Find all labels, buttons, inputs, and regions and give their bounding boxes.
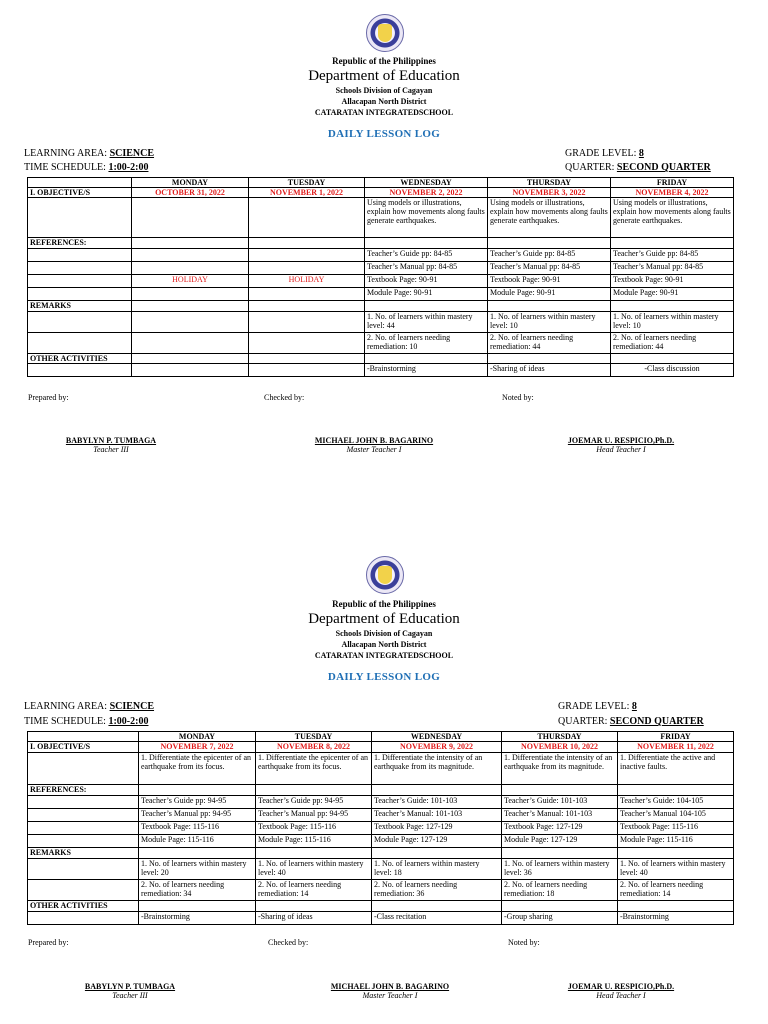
ref-cell: Module Page: 115-116 bbox=[256, 835, 372, 848]
ref-cell: Textbook Page: 115-116 bbox=[139, 822, 256, 835]
objective-cell: Using models or illustrations, explain how movements along faults generate earthquakes. bbox=[488, 198, 611, 238]
mastery-cell: 1. No. of learners within mastery level: 10 bbox=[611, 312, 734, 333]
corner-cell bbox=[28, 178, 132, 188]
ref-cell: Textbook Page: 127-129 bbox=[502, 822, 618, 835]
republic-label: Republic of the Philippines bbox=[332, 599, 436, 609]
day-header: THURSDAY bbox=[502, 732, 618, 742]
ref-cell: Teacher’s Guide: 104-105 bbox=[618, 796, 734, 809]
date-cell: NOVEMBER 2, 2022 bbox=[365, 188, 488, 198]
day-header: TUESDAY bbox=[249, 178, 365, 188]
log-title: DAILY LESSON LOG bbox=[327, 671, 441, 683]
day-header: WEDNESDAY bbox=[365, 178, 488, 188]
holiday-label: HOLIDAY bbox=[132, 275, 249, 288]
grade-level: GRADE LEVEL: 8 bbox=[558, 701, 637, 712]
ref-cell: Teacher’s Manual pp: 84-85 bbox=[611, 262, 734, 275]
remediation-cell: 2. No. of learners needing remediation: 44 bbox=[611, 333, 734, 354]
ref-cell: Textbook Page: 115-116 bbox=[618, 822, 734, 835]
ref-cell: Module Page: 90-91 bbox=[611, 288, 734, 301]
corner-cell bbox=[28, 732, 139, 742]
section-references: REFERENCES: bbox=[28, 785, 139, 796]
republic-label: Republic of the Philippines bbox=[332, 56, 436, 66]
grade-level: GRADE LEVEL: 8 bbox=[565, 148, 644, 159]
prepared-by-label: Prepared by: bbox=[28, 393, 69, 402]
activity-cell: -Class recitation bbox=[372, 912, 502, 925]
date-cell: NOVEMBER 11, 2022 bbox=[618, 742, 734, 753]
mastery-cell: 1. No. of learners within mastery level: 40 bbox=[256, 859, 372, 880]
ref-cell: Textbook Page: 90-91 bbox=[365, 275, 488, 288]
division-label: Schools Division of Cagayan bbox=[335, 629, 433, 638]
teacher-name: BABYLYN P. TUMBAGA bbox=[65, 436, 157, 445]
remediation-cell: 2. No. of learners needing remediation: 34 bbox=[139, 880, 256, 901]
objective-cell: 1. Differentiate the epicenter of an earthquake from its focus. bbox=[256, 753, 372, 785]
ref-cell: Teacher’s Manual pp: 94-95 bbox=[139, 809, 256, 822]
objective-cell: Using models or illustrations, explain how movements along faults generate earthquakes. bbox=[365, 198, 488, 238]
master-teacher-position: Master Teacher I bbox=[362, 991, 418, 1000]
ref-cell: Textbook Page: 127-129 bbox=[372, 822, 502, 835]
checked-by-label: Checked by: bbox=[268, 938, 309, 947]
lesson-log-table-2 bbox=[27, 731, 734, 925]
day-header: THURSDAY bbox=[488, 178, 611, 188]
ref-cell: Module Page: 115-116 bbox=[139, 835, 256, 848]
ref-cell: Teacher’s Manual pp: 84-85 bbox=[365, 262, 488, 275]
prepared-by-label: Prepared by: bbox=[28, 938, 69, 947]
objective-cell: 1. Differentiate the intensity of an earthquake from its magnitude. bbox=[372, 753, 502, 785]
date-cell: OCTOBER 31, 2022 bbox=[132, 188, 249, 198]
school-label: CATARATAN INTEGRATEDSCHOOL bbox=[314, 108, 454, 117]
ref-cell: Teacher’s Guide pp: 84-85 bbox=[365, 249, 488, 262]
ref-cell: Teacher’s Guide: 101-103 bbox=[502, 796, 618, 809]
checked-by-label: Checked by: bbox=[264, 393, 305, 402]
date-cell: NOVEMBER 10, 2022 bbox=[502, 742, 618, 753]
master-teacher-signature bbox=[314, 982, 466, 1000]
activity-cell: -Class discussion bbox=[611, 364, 734, 377]
ref-cell: Module Page: 127-129 bbox=[502, 835, 618, 848]
ref-cell: Teacher’s Manual 104-105 bbox=[618, 809, 734, 822]
day-header: FRIDAY bbox=[611, 178, 734, 188]
teacher-signature bbox=[75, 982, 185, 1000]
date-cell: NOVEMBER 8, 2022 bbox=[256, 742, 372, 753]
mastery-cell: 1. No. of learners within mastery level: 40 bbox=[618, 859, 734, 880]
quarter: QUARTER: SECOND QUARTER bbox=[558, 716, 704, 727]
time-schedule: TIME SCHEDULE: 1:00-2:00 bbox=[24, 162, 149, 173]
day-header: MONDAY bbox=[132, 178, 249, 188]
ref-cell: Teacher’s Manual: 101-103 bbox=[502, 809, 618, 822]
holiday-label: HOLIDAY bbox=[249, 275, 365, 288]
head-teacher-signature bbox=[556, 982, 686, 1000]
ref-cell: Teacher’s Guide pp: 84-85 bbox=[611, 249, 734, 262]
remediation-cell: 2. No. of learners needing remediation: 18 bbox=[502, 880, 618, 901]
mastery-cell: 1. No. of learners within mastery level: 36 bbox=[502, 859, 618, 880]
ref-cell: Module Page: 90-91 bbox=[365, 288, 488, 301]
ref-cell: Teacher’s Manual pp: 94-95 bbox=[256, 809, 372, 822]
noted-by-label: Noted by: bbox=[508, 938, 540, 947]
division-label: Schools Division of Cagayan bbox=[335, 86, 433, 95]
ref-cell: Module Page: 115-116 bbox=[618, 835, 734, 848]
day-header: TUESDAY bbox=[256, 732, 372, 742]
ref-cell: Teacher’s Guide pp: 94-95 bbox=[256, 796, 372, 809]
lesson-log-table-1 bbox=[27, 177, 734, 377]
remediation-cell: 2. No. of learners needing remediation: 14 bbox=[256, 880, 372, 901]
date-cell: NOVEMBER 4, 2022 bbox=[611, 188, 734, 198]
teacher-name: BABYLYN P. TUMBAGA bbox=[84, 982, 176, 991]
ref-cell: Teacher’s Manual: 101-103 bbox=[372, 809, 502, 822]
ref-cell: Textbook Page: 115-116 bbox=[256, 822, 372, 835]
section-other-activities: OTHER ACTIVITIES bbox=[28, 901, 139, 912]
district-label: Allacapan North District bbox=[341, 640, 427, 649]
teacher-position: Teacher III bbox=[112, 991, 148, 1000]
activity-cell: -Group sharing bbox=[502, 912, 618, 925]
objective-cell: 1. Differentiate the active and inactive faults. bbox=[618, 753, 734, 785]
department-title: Department of Education bbox=[308, 611, 460, 627]
section-remarks: REMARKS bbox=[28, 301, 132, 312]
head-teacher-signature bbox=[556, 436, 686, 454]
objective-cell: 1. Differentiate the intensity of an earthquake from its magnitude. bbox=[502, 753, 618, 785]
ref-cell: Module Page: 127-129 bbox=[372, 835, 502, 848]
section-references: REFERENCES: bbox=[28, 238, 132, 249]
learning-area: LEARNING AREA: SCIENCE bbox=[24, 701, 155, 712]
date-cell: NOVEMBER 9, 2022 bbox=[372, 742, 502, 753]
mastery-cell: 1. No. of learners within mastery level: 10 bbox=[488, 312, 611, 333]
day-header: FRIDAY bbox=[618, 732, 734, 742]
head-teacher-name: JOEMAR U. RESPICIO,Ph.D. bbox=[567, 982, 675, 991]
log-title: DAILY LESSON LOG bbox=[327, 128, 441, 140]
activity-cell: -Brainstorming bbox=[365, 364, 488, 377]
remediation-cell: 2. No. of learners needing remediation: 14 bbox=[618, 880, 734, 901]
ref-cell: Textbook Page: 90-91 bbox=[611, 275, 734, 288]
head-teacher-position: Head Teacher I bbox=[596, 991, 646, 1000]
head-teacher-name: JOEMAR U. RESPICIO,Ph.D. bbox=[567, 436, 675, 445]
master-teacher-position: Master Teacher I bbox=[346, 445, 402, 454]
teacher-signature bbox=[56, 436, 166, 454]
school-label: CATARATAN INTEGRATEDSCHOOL bbox=[314, 651, 454, 660]
department-title: Department of Education bbox=[308, 68, 460, 84]
activity-cell: -Brainstorming bbox=[139, 912, 256, 925]
master-teacher-name: MICHAEL JOHN B. BAGARINO bbox=[314, 436, 434, 445]
section-remarks: REMARKS bbox=[28, 848, 139, 859]
head-teacher-position: Head Teacher I bbox=[596, 445, 646, 454]
ref-cell: Teacher’s Manual pp: 84-85 bbox=[488, 262, 611, 275]
section-other-activities: OTHER ACTIVITIES bbox=[28, 354, 132, 364]
mastery-cell: 1. No. of learners within mastery level: 44 bbox=[365, 312, 488, 333]
ref-cell: Teacher’s Guide pp: 84-85 bbox=[488, 249, 611, 262]
date-cell: NOVEMBER 3, 2022 bbox=[488, 188, 611, 198]
activity-cell: -Sharing of ideas bbox=[488, 364, 611, 377]
teacher-position: Teacher III bbox=[93, 445, 129, 454]
activity-cell: -Brainstorming bbox=[618, 912, 734, 925]
activity-cell: -Sharing of ideas bbox=[256, 912, 372, 925]
master-teacher-signature bbox=[298, 436, 450, 454]
day-header: MONDAY bbox=[139, 732, 256, 742]
day-header: WEDNESDAY bbox=[372, 732, 502, 742]
district-label: Allacapan North District bbox=[341, 97, 427, 106]
section-objectives: I. OBJECTIVE/S bbox=[28, 742, 139, 753]
mastery-cell: 1. No. of learners within mastery level: 18 bbox=[372, 859, 502, 880]
date-cell: NOVEMBER 1, 2022 bbox=[249, 188, 365, 198]
deped-seal-icon bbox=[366, 556, 404, 594]
ref-cell: Module Page: 90-91 bbox=[488, 288, 611, 301]
date-cell: NOVEMBER 7, 2022 bbox=[139, 742, 256, 753]
section-objectives: I. OBJECTIVE/S bbox=[28, 188, 132, 198]
time-schedule: TIME SCHEDULE: 1:00-2:00 bbox=[24, 716, 149, 727]
learning-area: LEARNING AREA: SCIENCE bbox=[24, 148, 155, 159]
quarter: QUARTER: SECOND QUARTER bbox=[565, 162, 711, 173]
master-teacher-name: MICHAEL JOHN B. BAGARINO bbox=[330, 982, 450, 991]
deped-seal-icon bbox=[366, 14, 404, 52]
remediation-cell: 2. No. of learners needing remediation: 44 bbox=[488, 333, 611, 354]
remediation-cell: 2. No. of learners needing remediation: 36 bbox=[372, 880, 502, 901]
ref-cell: Textbook Page: 90-91 bbox=[488, 275, 611, 288]
objective-cell: Using models or illustrations, explain how movements along faults generate earthquakes. bbox=[611, 198, 734, 238]
mastery-cell: 1. No. of learners within mastery level: 20 bbox=[139, 859, 256, 880]
remediation-cell: 2. No. of learners needing remediation: 10 bbox=[365, 333, 488, 354]
ref-cell: Teacher’s Guide pp: 94-95 bbox=[139, 796, 256, 809]
objective-cell: 1. Differentiate the epicenter of an earthquake from its focus. bbox=[139, 753, 256, 785]
ref-cell: Teacher’s Guide: 101-103 bbox=[372, 796, 502, 809]
noted-by-label: Noted by: bbox=[502, 393, 534, 402]
